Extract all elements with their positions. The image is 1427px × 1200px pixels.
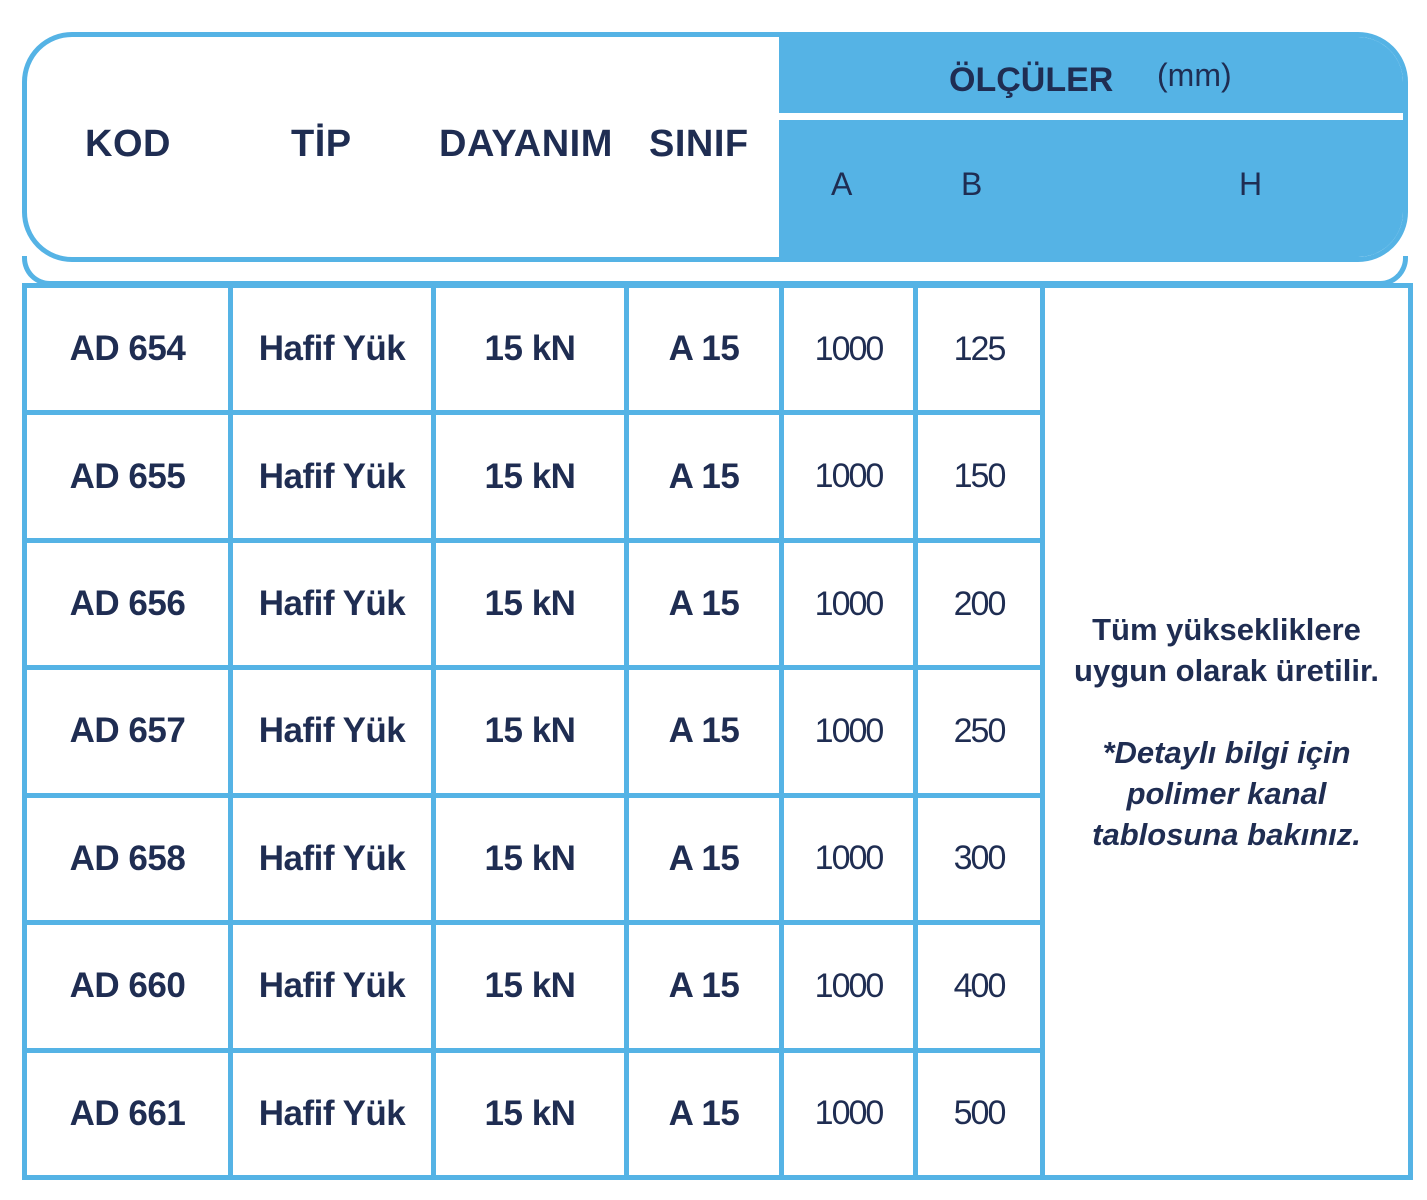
- cell-a: 1000: [782, 1050, 916, 1177]
- cell-a: 1000: [782, 540, 916, 667]
- cell-a: 1000: [782, 795, 916, 922]
- cell-b: 250: [916, 668, 1043, 795]
- cell-sinif: A 15: [627, 923, 782, 1050]
- cell-dayanim: 15 kN: [434, 795, 627, 922]
- header-tip: TİP: [291, 123, 352, 165]
- cell-sinif: A 15: [627, 413, 782, 540]
- cell-b: 400: [916, 923, 1043, 1050]
- cell-a: 1000: [782, 923, 916, 1050]
- header-dayanim: DAYANIM: [439, 123, 613, 165]
- cell-sinif: A 15: [627, 286, 782, 413]
- olculer-title: ÖLÇÜLER: [949, 61, 1114, 99]
- cell-tip: Hafif Yük: [231, 540, 434, 667]
- cell-kod: AD 656: [25, 540, 231, 667]
- cell-b: 125: [916, 286, 1043, 413]
- cell-dayanim: 15 kN: [434, 923, 627, 1050]
- cell-kod: AD 655: [25, 413, 231, 540]
- cell-b: 200: [916, 540, 1043, 667]
- cell-sinif: A 15: [627, 668, 782, 795]
- cell-dayanim: 15 kN: [434, 1050, 627, 1177]
- cell-sinif: A 15: [627, 795, 782, 922]
- cell-tip: Hafif Yük: [231, 795, 434, 922]
- cell-kod: AD 660: [25, 923, 231, 1050]
- cell-sinif: A 15: [627, 540, 782, 667]
- cell-kod: AD 657: [25, 668, 231, 795]
- cell-tip: Hafif Yük: [231, 668, 434, 795]
- cell-tip: Hafif Yük: [231, 413, 434, 540]
- product-table: [22, 283, 1413, 1180]
- cell-b: 500: [916, 1050, 1043, 1177]
- cell-a: 1000: [782, 413, 916, 540]
- cell-tip: Hafif Yük: [231, 923, 434, 1050]
- header-b: B: [961, 166, 983, 202]
- header-h: H: [1239, 166, 1263, 202]
- cell-a: 1000: [782, 668, 916, 795]
- table-header: [22, 32, 1408, 262]
- cell-sinif: A 15: [627, 1050, 782, 1177]
- olculer-unit: (mm): [1157, 57, 1232, 93]
- header-kod: KOD: [85, 123, 171, 165]
- cell-tip: Hafif Yük: [231, 286, 434, 413]
- note-details: *Detaylı bilgi için polimer kanal tablosuna bakınız.: [1092, 734, 1361, 852]
- olculer-header-band: [779, 37, 1403, 113]
- table-row: [25, 286, 1411, 413]
- height-note-cell: [1043, 286, 1411, 1178]
- cell-dayanim: 15 kN: [434, 540, 627, 667]
- cell-kod: AD 658: [25, 795, 231, 922]
- note-production: Tüm yüksekliklere uygun olarak üretilir.: [1074, 611, 1379, 688]
- cell-b: 150: [916, 413, 1043, 540]
- table-top-border: [22, 256, 1408, 286]
- cell-tip: Hafif Yük: [231, 1050, 434, 1177]
- olculer-subheader-band: [779, 120, 1403, 257]
- cell-dayanim: 15 kN: [434, 286, 627, 413]
- cell-b: 300: [916, 795, 1043, 922]
- cell-kod: AD 654: [25, 286, 231, 413]
- header-a: A: [831, 166, 853, 202]
- cell-dayanim: 15 kN: [434, 413, 627, 540]
- cell-a: 1000: [782, 286, 916, 413]
- header-sinif: SINIF: [649, 123, 749, 165]
- cell-kod: AD 661: [25, 1050, 231, 1177]
- cell-dayanim: 15 kN: [434, 668, 627, 795]
